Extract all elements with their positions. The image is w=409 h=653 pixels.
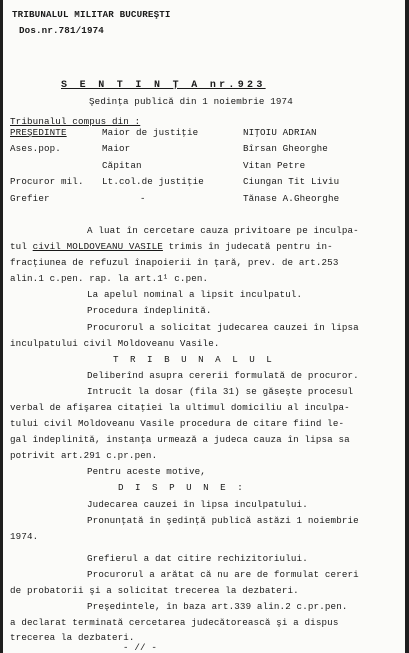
- name-procuror: Ciungan Tit Liviu: [243, 176, 340, 187]
- session-line: Şedinţa publică din 1 noiembrie 1974: [89, 96, 293, 107]
- role-procuror: Procuror mil.: [10, 176, 84, 187]
- name-asesor-2: Vitan Petre: [243, 160, 306, 171]
- body-line: Preşedintele, în baza art.339 alin.2 c.pr.pen.: [87, 601, 348, 612]
- document-title: S E N T I N Ţ A nr.923: [61, 80, 266, 91]
- role-asesor: Ases.pop.: [10, 143, 61, 154]
- body-line: trecerea la dezbateri.: [10, 632, 135, 643]
- body-line: de probatorii şi a solicitat trecerea la dezbateri.: [10, 585, 299, 596]
- dossier-number: Dos.nr.781/1974: [19, 25, 104, 36]
- body-line: potrivit art.291 c.pr.pen.: [10, 450, 158, 461]
- body-line: fracţiunea de refuzul înapoierii în ţară, prev. de art.253: [10, 257, 339, 268]
- rank-asesor-2: Căpitan: [102, 160, 142, 171]
- rank-presedinte: Maior de justiţie: [102, 127, 199, 138]
- body-line: Judecarea cauzei în lipsa inculpatului.: [87, 499, 308, 510]
- rank-procuror: Lt.col.de justiţie: [102, 176, 204, 187]
- body-line: 1974.: [10, 531, 39, 542]
- body-line: alin.1 c.pen. rap. la art.1¹ c.pen.: [10, 273, 209, 284]
- tribunal-heading: T R I B U N A L U L: [113, 354, 275, 365]
- body-line: Pronunţată în şedinţă publică astăzi 1 noiembrie: [87, 515, 359, 526]
- body-line: Intrucît la dosar (fila 31) se găseşte procesul: [87, 386, 354, 397]
- court-document-page: [3, 0, 405, 653]
- body-line: La apelul nominal a lipsit inculpatul.: [87, 289, 303, 300]
- dispune-heading: D I S P U N E :: [118, 482, 246, 493]
- body-line: [10, 241, 333, 252]
- body-text: trimis în judecată pentru in-: [162, 241, 333, 252]
- body-line: Procurorul a solicitat judecarea cauzei în lipsa: [87, 322, 359, 333]
- name-grefier: Tănase A.Gheorghe: [243, 193, 340, 204]
- rank-asesor-1: Maior: [102, 143, 131, 154]
- body-line: tului civil Moldoveanu Vasile procedura de citare fiind le-: [10, 418, 345, 429]
- institution-name: TRIBUNALUL MILITAR BUCUREŞTI: [12, 9, 171, 20]
- body-line: Procedura îndeplinită.: [87, 305, 212, 316]
- name-asesor-1: Bîrsan Gheorghe: [243, 143, 328, 154]
- rank-grefier: -: [140, 193, 146, 204]
- body-text: tul: [10, 241, 33, 252]
- body-line: gal îndeplinită, instanţa urmează a judeca cauza în lipsa sa: [10, 434, 350, 445]
- body-line: a declarat terminată cercetarea judecătorească şi a dispus: [10, 617, 339, 628]
- composition-heading: Tribunalul compus din :: [10, 116, 141, 127]
- body-line: Procurorul a arătat că nu are de formulat cereri: [87, 569, 359, 580]
- body-line: Pentru aceste motive,: [87, 466, 206, 477]
- body-line: verbal de afişarea citaţiei la ultimul domiciliu al inculpa-: [10, 402, 350, 413]
- continuation-mark: - // -: [123, 642, 157, 653]
- defendant-name: civil MOLDOVEANU VASILE: [32, 241, 163, 252]
- body-line: Grefierul a dat citire rechizitoriului.: [87, 553, 308, 564]
- body-line: Deliberînd asupra cererii formulată de procuror.: [87, 370, 359, 381]
- name-presedinte: NIŢOIU ADRIAN: [243, 127, 317, 138]
- body-line: inculpatului civil Moldoveanu Vasile.: [10, 338, 220, 349]
- role-grefier: Grefier: [10, 193, 50, 204]
- body-line: A luat în cercetare cauza privitoare pe inculpa-: [87, 225, 359, 236]
- role-presedinte: PREŞEDINTE: [10, 127, 67, 138]
